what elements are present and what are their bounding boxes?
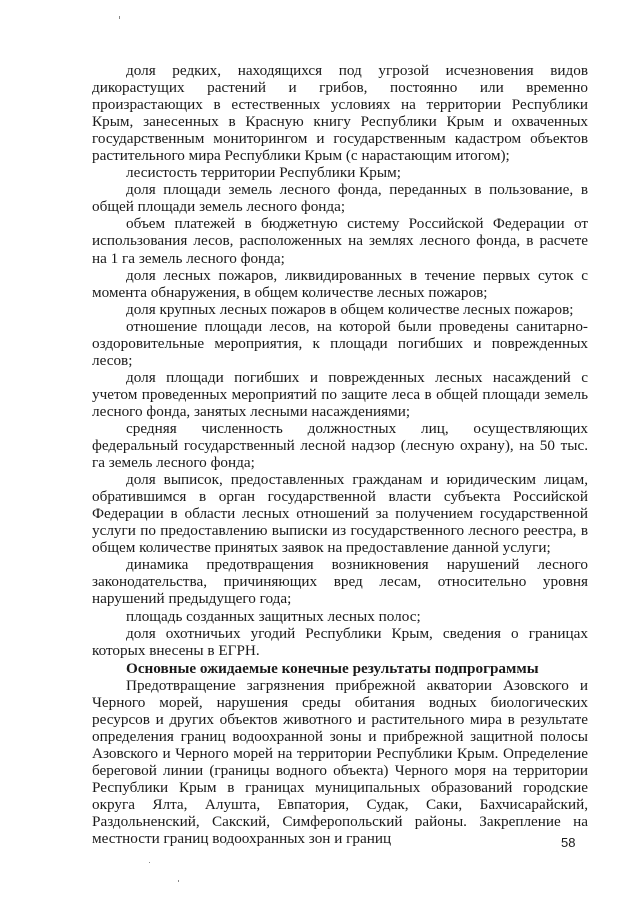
scan-speck: [178, 880, 179, 882]
indicator-item: доля выписок, предоставленных гражданам и юридическим лицам, обратившимся в орган государственной власти субъекта Российской Федерации в области лесных отношений за получением государственной услуги по предоставлению выписки из государственного лесного реестра, в общем количестве принятых заявок на предоставление данной услуги;: [92, 471, 588, 557]
body-text: [92, 62, 588, 847]
indicator-item: средняя численность должностных лиц, осуществляющих федеральный государственный лесной надзор (лесную охрану), на 50 тыс. га земель лесного фонда;: [92, 419, 588, 472]
scan-speck: [119, 16, 120, 19]
indicator-item: доля редких, находящихся под угрозой исчезновения видов дикорастущих растений и грибов, постоянно или временно произрастающих в естественных условиях на территории Республики Крым, занесенных в Красную книгу Республики Крым и охваченных государственным мониторингом и государственным кадастром объектов растительного мира Республики Крым (с нарастающим итогом);: [92, 62, 588, 165]
indicator-item: доля охотничьих угодий Республики Крым, сведения о границах которых внесены в ЕГРН.: [92, 624, 588, 659]
indicator-item: доля лесных пожаров, ликвидированных в течение первых суток с момента обнаружения, в общем количестве лесных пожаров;: [92, 266, 588, 301]
indicator-item: отношение площади лесов, на которой были проведены санитарно-оздоровительные мероприятия, к площади погибших и поврежденных лесов;: [92, 317, 588, 369]
indicator-item: доля крупных лесных пожаров в общем количестве лесных пожаров;: [126, 300, 574, 318]
page-number: 58: [561, 835, 576, 850]
indicator-item: объем платежей в бюджетную систему Российской Федерации от использования лесов, расположенных на землях лесного фонда, в расчете на 1 га земель лесного фонда;: [92, 215, 588, 267]
indicator-item: доля площади земель лесного фонда, переданных в пользование, в общей площади земель лесного фонда;: [92, 181, 588, 216]
indicator-item: лесистость территории Республики Крым;: [126, 164, 401, 182]
indicator-item: доля площади погибших и поврежденных лесных насаждений с учетом проведенных мероприятий по защите леса в общей площади земель лесного фонда, занятых лесными насаждениями;: [92, 368, 588, 420]
section-heading: Основные ожидаемые конечные результаты подпрограммы: [126, 659, 539, 677]
scan-speck: [149, 862, 150, 863]
indicator-item: площадь созданных защитных лесных полос;: [126, 607, 421, 625]
results-paragraph: Предотвращение загрязнения прибрежной акватории Азовского и Черного морей, нарушения среды обитания водных биологических ресурсов и других объектов животного и растительного мира в результате определения границ водоохранной зоны и прибрежной защитной полосы Азовского и Черного морей на территории Республики Крым. Определение береговой линии (границы водного объекта) Черного моря на территории Республики Крым в границах муниципальных образований городские округа Ялта, Алушта, Евпатория, Судак, Саки, Бахчисарайский, Раздольненский, Сакский, Симферопольский районы. Закрепление на местности границ водоохранных зон и границ: [92, 676, 588, 848]
indicator-item: динамика предотвращения возникновения нарушений лесного законодательства, причиняющих вред лесам, относительно уровня нарушений предыдущего года;: [92, 556, 588, 608]
